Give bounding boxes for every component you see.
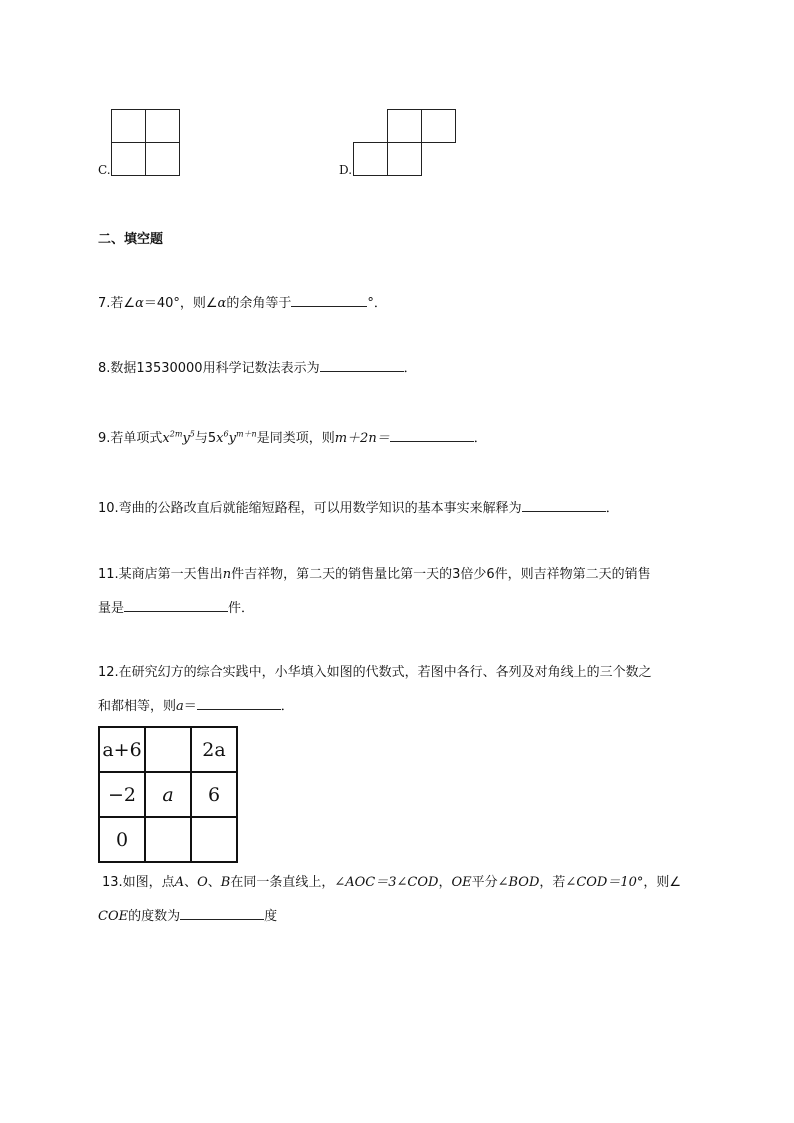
- q13-sep: 、: [207, 875, 221, 890]
- option-c-label[interactable]: C.: [98, 163, 111, 177]
- q12-end: ．: [280, 699, 294, 714]
- q9-y2: y: [228, 431, 236, 446]
- option-d-cell: [421, 109, 456, 143]
- q11-text: 11.某商店第一天售出: [98, 567, 223, 582]
- q13-text4: ，若: [539, 875, 566, 890]
- option-c-cell: [111, 109, 146, 143]
- q13-end: 度: [264, 909, 278, 924]
- q13-relation: ∠AOC＝3∠COD: [334, 875, 439, 890]
- q9-end: ．: [473, 431, 487, 446]
- magic-cell: a+6: [99, 727, 145, 772]
- question-8: [98, 357, 417, 379]
- option-d-cell: [353, 142, 388, 176]
- q9-text: 9.若单项式: [98, 431, 163, 446]
- q9-text3: 是同类项，则: [256, 431, 335, 446]
- q9-x1-exp: 2m: [169, 429, 183, 439]
- q11-answer-blank[interactable]: [124, 597, 228, 612]
- question-9: [98, 427, 487, 449]
- q8-end: ．: [403, 361, 417, 376]
- magic-square: [98, 726, 238, 863]
- q9-expr: m＋2n＝: [334, 431, 390, 446]
- q9-y1-exp: 5: [189, 429, 195, 439]
- q13-text3: 平分: [471, 875, 498, 890]
- q13-text: 13.如图，点: [102, 875, 175, 890]
- option-c-cell: [145, 109, 180, 143]
- option-c-cell: [145, 142, 180, 176]
- q13-coe: COE: [98, 909, 129, 924]
- section-title: 二、填空题: [98, 232, 164, 247]
- q7-alpha: α: [135, 296, 144, 311]
- q10-end: ．: [605, 501, 619, 516]
- q13-text2: 在同一条直线上，: [230, 875, 335, 890]
- magic-cell: a: [145, 772, 191, 817]
- magic-cell: 2a: [191, 727, 237, 772]
- q13-answer-blank[interactable]: [180, 905, 264, 920]
- q13-sep: 、: [184, 875, 198, 890]
- q7-alpha2: α: [217, 296, 227, 311]
- q13-point-a: A: [174, 875, 185, 890]
- magic-cell: [191, 817, 237, 862]
- q8-text: 8.数据13530000用科学记数法表示为: [98, 361, 320, 376]
- option-d-label[interactable]: D.: [339, 163, 353, 177]
- q9-answer-blank[interactable]: [390, 427, 474, 442]
- q9-text2: 与5: [194, 431, 217, 446]
- q8-answer-blank[interactable]: [320, 357, 404, 372]
- q11-end: 件．: [228, 601, 255, 616]
- q12-answer-blank[interactable]: [197, 695, 281, 710]
- option-d-cell: [387, 142, 422, 176]
- question-11-line2: [98, 597, 254, 619]
- magic-square-row: [99, 772, 237, 817]
- magic-square-row: [99, 727, 237, 772]
- q12-eq: ＝: [183, 699, 197, 714]
- q13-oe: OE: [451, 875, 472, 890]
- magic-square-row: [99, 817, 237, 862]
- q7-end: °．: [367, 296, 387, 311]
- question-11-line1: [98, 565, 651, 585]
- option-c-cell: [111, 142, 146, 176]
- q7-text: 7.若∠: [98, 296, 136, 311]
- question-13-line2: [98, 905, 277, 927]
- magic-cell: 6: [191, 772, 237, 817]
- q10-text: 10.弯曲的公路改直后就能缩短路程，可以用数学知识的基本事实来解释为: [98, 501, 522, 516]
- q13-cod: ∠COD＝10°: [565, 875, 644, 890]
- magic-cell: [145, 817, 191, 862]
- magic-cell: 0: [99, 817, 145, 862]
- q13-text5: ，则∠: [643, 875, 682, 890]
- q10-answer-blank[interactable]: [522, 497, 606, 512]
- q9-x1: x: [162, 431, 170, 446]
- magic-cell: [145, 727, 191, 772]
- q11-n: n: [222, 567, 232, 582]
- q13-point-b: B: [220, 875, 231, 890]
- q7-eq: ＝40°，则∠: [143, 296, 218, 311]
- q13-text6: 的度数为: [128, 909, 181, 924]
- option-d-cell: [387, 109, 422, 143]
- q9-y2-exp: m＋n: [235, 429, 257, 439]
- q13-comma: ，: [438, 875, 452, 890]
- q13-point-o: O: [197, 875, 208, 890]
- q9-x2: x: [216, 431, 224, 446]
- q9-x2-exp: 6: [223, 429, 229, 439]
- question-7: [98, 292, 387, 314]
- q12-a: a: [176, 699, 184, 714]
- question-12-line2: [98, 695, 294, 717]
- q13-bod: ∠BOD: [497, 875, 540, 890]
- question-10: [98, 497, 619, 519]
- question-13-line1: [102, 873, 681, 893]
- q7-answer-blank[interactable]: [291, 292, 367, 307]
- magic-cell: −2: [99, 772, 145, 817]
- q12-text: 和都相等，则: [98, 699, 177, 714]
- q9-y1: y: [182, 431, 190, 446]
- q11-line2: 量是: [98, 601, 125, 616]
- question-12-line1: 12.在研究幻方的综合实践中，小华填入如图的代数式，若图中各行、各列及对角线上的三个数之: [98, 665, 652, 680]
- q11-text2: 件吉祥物，第二天的销售量比第一天的3倍少6件，则吉祥物第二天的销售: [231, 567, 651, 582]
- q7-text2: 的余角等于: [226, 296, 292, 311]
